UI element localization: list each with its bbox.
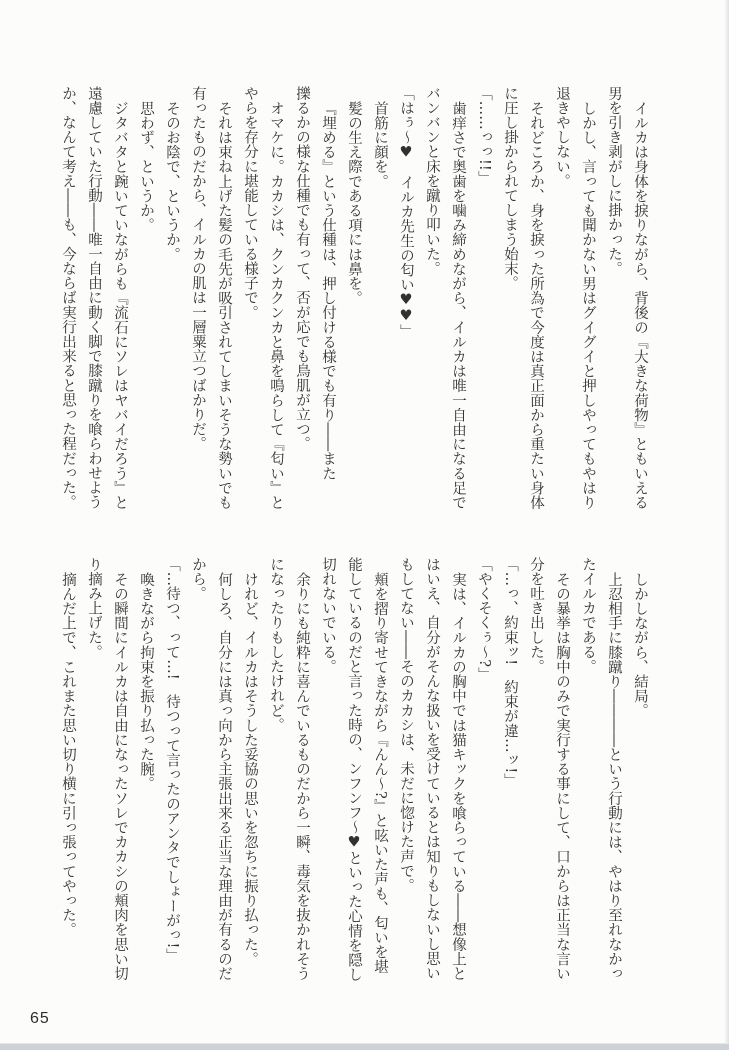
text-line: 能しているのだと言った時の、ンフンフ～♥といった心情を隠し xyxy=(346,557,362,982)
text-line: 喚きながら拘束を振り払った腕。 xyxy=(138,572,154,791)
text-line: 思わず、というか。 xyxy=(138,101,154,233)
text-line: やらを存分に堪能している様子で。 xyxy=(242,86,258,320)
text-line: ジタバタと踠いていながらも『流石にソレはヤバイだろう』と xyxy=(112,101,128,510)
text-line: 歯痒さで奥歯を噛み締めながら、イルカは唯一自由になる足で xyxy=(450,101,466,510)
text-line: か、なんて考え――も、今ならば実行出来ると思った程だった。 xyxy=(60,86,76,510)
page-edge-right xyxy=(724,0,729,1050)
text-line: に圧し掛かられてしまう始末。 xyxy=(502,86,518,291)
text-line: 首筋に顔を。 xyxy=(372,101,388,189)
text-line: その瞬間にイルカは自由になったソレでカカシの頬肉を思い切 xyxy=(112,572,128,981)
text-line: 有ったものだから、イルカの肌は一層粟立つばかりだ。 xyxy=(190,86,206,451)
text-line: 「……っっ!!」 xyxy=(476,86,492,186)
text-line: しかしながら、結局。 xyxy=(632,572,648,718)
text-line: それどころか、身を捩った所為で今度は真正面から重たい身体 xyxy=(528,101,544,510)
page-number: 65 xyxy=(30,1010,50,1027)
page-edge-bottom xyxy=(0,1043,729,1050)
text-line: 切れないでいる。 xyxy=(320,557,336,674)
text-line: もしてない――そのカカシは、未だに惚けた声で。 xyxy=(398,557,414,893)
text-line: しかし、言っても聞かない男はグイグイと押しやってもやはり xyxy=(580,101,596,510)
text-line: イルカは身体を捩りながら、背後の『大きな荷物』ともいえる xyxy=(632,101,648,510)
text-line: 摘んだ上で、これまた思い切り横に引っ張ってやった。 xyxy=(60,572,76,937)
text-line: 「…待つ、って…! 待つって言ったのアンタでしょーがっ!」 xyxy=(164,557,180,964)
text-line: 擽るかの様な仕種でも有って、否が応でも鳥肌が立つ。 xyxy=(294,86,310,451)
text-line: そのお陰で、というか。 xyxy=(164,101,180,262)
text-line: オマケに。カカシは、クンカクンカと鼻を鳴らして『匂い』と xyxy=(268,101,284,510)
vertical-text-block-bottom xyxy=(55,557,653,982)
text-line: 何しろ、自分には真っ向から主張出来る正当な理由が有るのだ xyxy=(216,572,232,981)
text-line: 遠慮していた行動――唯一自由に動く脚で膝蹴りを喰らわせよう xyxy=(86,86,102,510)
text-line: から。 xyxy=(190,557,206,601)
text-line: 「…っ、約束ッ! 約束が違…ッ!」 xyxy=(502,557,518,788)
text-line: 実は、イルカの胸中では猫キックを喰らっている――想像上と xyxy=(450,572,466,981)
text-line: たイルカである。 xyxy=(580,557,596,674)
vertical-text-block-top xyxy=(55,86,653,510)
text-line: バンバンと床を蹴り叩いた。 xyxy=(424,86,440,276)
text-line: 髪の生え際である項には鼻を。 xyxy=(346,101,362,306)
text-line: それは束ね上げた髪の毛先が吸引されてしまいそうな勢いでも xyxy=(216,101,232,510)
text-line: はいえ、自分がそんな扱いを受けているとは知りもしないし思い xyxy=(424,557,440,981)
text-line: り摘み上げた。 xyxy=(86,557,102,660)
text-line: 「やくそくぅ～?」 xyxy=(476,557,492,682)
text-line: 頬を摺り寄せてきながら『んん～?』と呟いた声も、匂いを堪 xyxy=(372,572,388,975)
text-line: 『埋める』という仕種は、押し付ける様でも有り――また xyxy=(320,101,336,481)
text-line: 退きやしない。 xyxy=(554,86,570,189)
text-line: けれど、イルカはそうした妥協の思いを忽ちに振り払った。 xyxy=(242,572,258,967)
text-line: になったりもしたけれど。 xyxy=(268,557,284,733)
text-line: その暴挙は胸中のみで実行する事にして、口からは正当な言い xyxy=(554,572,570,981)
text-line: 余りにも純粋に喜んでいるものだから一瞬、毒気を抜かれそう xyxy=(294,572,310,981)
text-line: 分を吐き出した。 xyxy=(528,557,544,674)
text-line: 「はぅ～♥ イルカ先生の匂い♥♥」 xyxy=(398,86,414,339)
text-line: 男を引き剥がしに掛かった。 xyxy=(606,86,622,276)
text-line: 上忍相手に膝蹴り――――という行動には、やはり至れなかっ xyxy=(606,572,622,981)
